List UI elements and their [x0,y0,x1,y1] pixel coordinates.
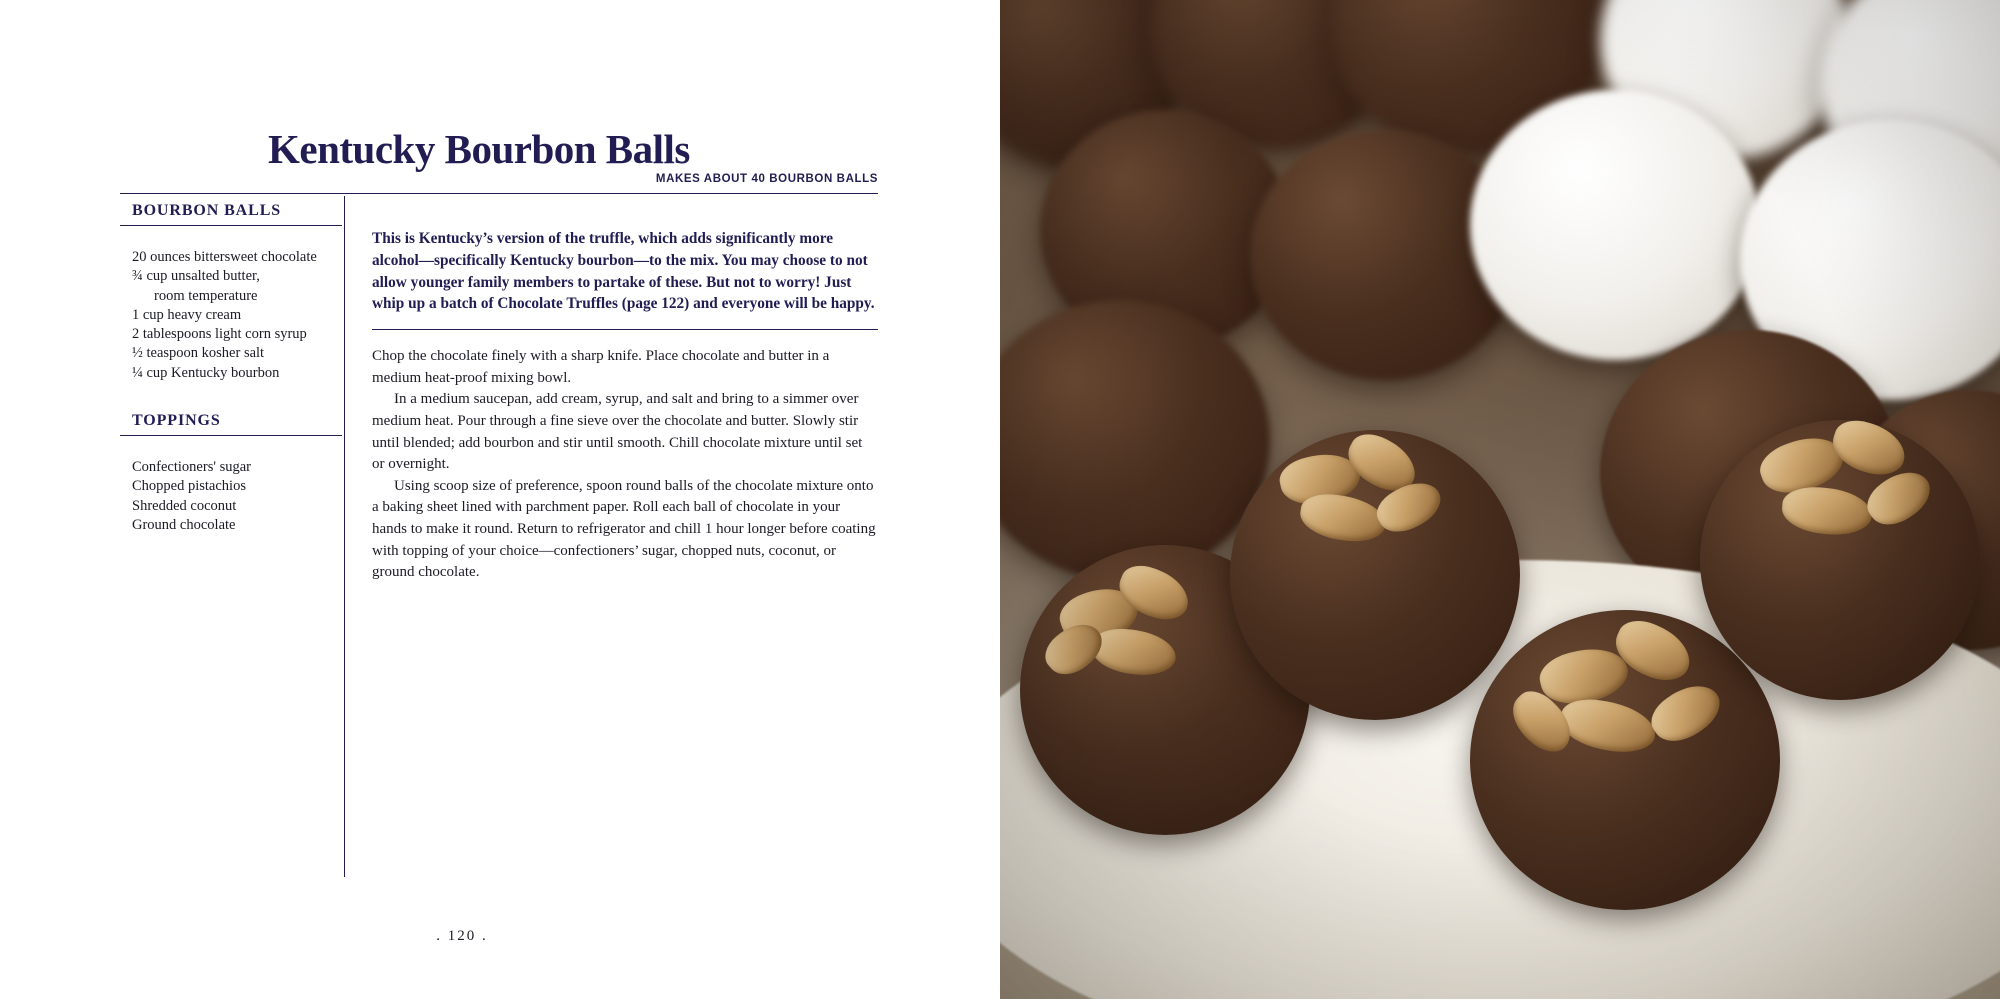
ingredient-text: ¾ cup unsalted butter, [132,268,260,285]
ingredient-text: ¼ cup Kentucky bourbon [132,364,280,381]
list-item [132,364,342,383]
toppings-heading: TOPPINGS [120,406,342,436]
recipe-body-column [372,228,878,584]
page-title: Kentucky Bourbon Balls [268,126,690,173]
toppings-list [120,436,342,535]
recipe-steps [372,346,878,584]
recipe-intro: This is Kentucky’s version of the truffle, which adds significantly more alcohol—specifically Kentucky bourbon—to the mix. You may choose to not allow younger family members to partake of these. But not to worry! Just whip up a batch of Chocolate Truffles (page 122) and everyone will be happy. [372,230,875,313]
list-item: Chopped pistachios [132,478,246,495]
ingredient-text: 1 cup heavy cream [132,306,242,323]
recipe-yield: MAKES ABOUT 40 BOURBON BALLS [655,173,878,185]
sugar-truffle-shape [1470,90,1760,360]
ingredient-text: 20 ounces bittersweet chocolate [132,249,317,265]
ingredient-subtext: room temperature [154,287,258,304]
list-item: Confectioners' sugar [132,459,251,476]
list-item: Ground chocolate [132,516,236,533]
ingredients-list [120,226,342,383]
recipe-step: In a medium saucepan, add cream, syrup, and salt and bring to a simmer over medium heat. Pour through a fine sieve over the chocolate and butter. Slowly stir until blended; add bourbon and stir until smooth. Chill chocolate mixture until set or overnight. [372,391,863,473]
ingredient-text: 2 tablespoons light corn syrup [132,326,307,343]
list-item [132,306,342,325]
ingredient-text: ½ teaspoon kosher salt [132,345,265,362]
recipe-photo [1000,0,2000,999]
yield-divider [120,193,878,194]
recipe-step: Chop the chocolate finely with a sharp knife. Place chocolate and butter in a medium heat-proof mixing bowl. [372,348,830,386]
list-item [132,267,342,306]
intro-divider [372,329,878,330]
ingredients-heading: BOURBON BALLS [120,196,342,226]
photo-canvas [1000,0,2000,999]
list-item [132,344,342,363]
list-item: Shredded coconut [132,497,237,514]
recipe-step: Using scoop size of preference, spoon round balls of the chocolate mixture onto a baking sheet lined with parchment paper. Roll each ball of chocolate in your hands to make it round. Return to refrigerator and chill 1 hour longer before coating with topping of your choice—confectioners’ sugar, chopped nuts, coconut, or ground chocolate. [372,477,876,581]
list-item [132,248,342,267]
page-number: . 120 . [436,928,488,944]
ingredients-column [120,196,342,535]
list-item [132,325,342,344]
column-divider [344,196,345,877]
